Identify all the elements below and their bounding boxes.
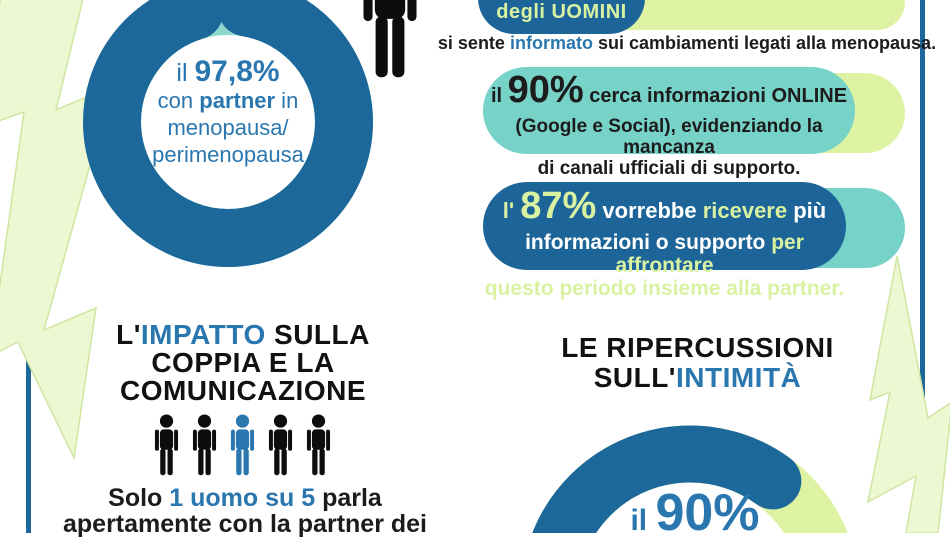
- partner-line3: menopausa/: [167, 115, 289, 140]
- left-border-line: [26, 0, 31, 533]
- informato-sentence: [437, 33, 937, 54]
- online-line2: (Google e Social), evidenziando la mancanza: [515, 116, 823, 158]
- partner-line4: perimenopausa: [152, 142, 304, 167]
- person-icon: [150, 414, 183, 477]
- informato-pre: si sente: [437, 33, 510, 53]
- intimita-title-line2: SULL'INTIMITÀ: [593, 362, 802, 393]
- impatto-title-line2: COPPIA E LA: [151, 347, 335, 378]
- impatto-title: [93, 321, 393, 405]
- man-figure-icon: [352, 0, 428, 81]
- intimita-value-line: il 90%: [630, 484, 760, 542]
- informato-highlight: informato: [509, 33, 593, 53]
- support-line1: l' 87% vorrebbe ricevere più: [502, 185, 827, 227]
- support-line2: informazioni o supporto per affrontare: [525, 231, 804, 277]
- support-pill-text: [483, 186, 846, 300]
- intimita-title: [545, 333, 850, 393]
- support-line3: questo periodo insieme alla partner.: [484, 277, 845, 300]
- online-pill-text: [483, 70, 855, 179]
- right-border-line: [920, 0, 925, 533]
- online-line1: il 90% cerca informazioni ONLINE: [490, 69, 848, 111]
- impatto-stat-text: [50, 485, 440, 537]
- intimita-title-line1: LE RIPERCUSSIONI: [561, 332, 834, 363]
- intimita-donut-label: [590, 484, 800, 542]
- person-icon: [264, 414, 297, 477]
- online-line3: di canali ufficiali di supporto.: [537, 158, 801, 179]
- impatto-title-line3: COMUNICAZIONE: [119, 375, 367, 406]
- partner-value-line: il 97,8%: [176, 55, 280, 88]
- person-icon: [188, 414, 221, 477]
- men-pictogram-row: [148, 414, 336, 477]
- uomini-badge-label: degli UOMINI: [496, 1, 627, 23]
- partner-line2: con partner in: [157, 88, 299, 113]
- partner-donut-label: [118, 55, 338, 168]
- impatto-title-line1: L'IMPATTO SULLA: [116, 319, 370, 350]
- person-icon: [302, 414, 335, 477]
- impatto-stat-line1: Solo 1 uomo su 5 parla: [108, 484, 382, 512]
- informato-post: sui cambiamenti legati alla menopausa.: [592, 33, 937, 53]
- person-icon-highlighted: [226, 414, 259, 477]
- impatto-stat-line2: apertamente con la partner dei: [62, 510, 427, 538]
